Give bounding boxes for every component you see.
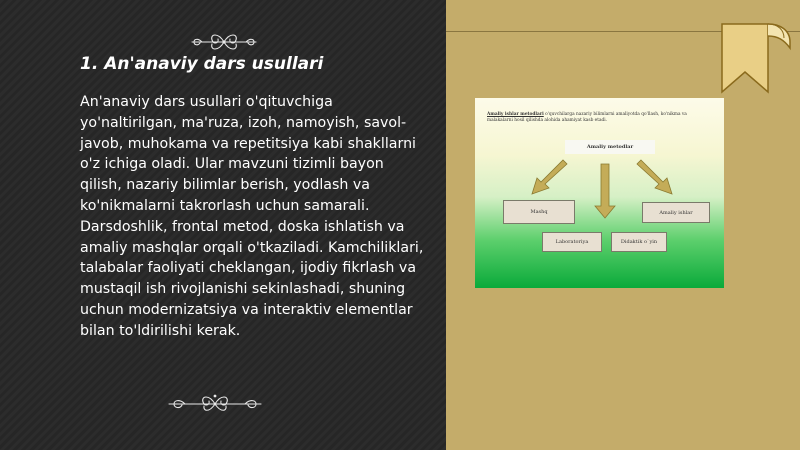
arrow-left (532, 160, 567, 194)
diagram-box-amaliy-ishlar: Amaliy ishlar (642, 202, 710, 223)
flourish-divider-icon (188, 30, 260, 54)
flourish-divider-icon (165, 391, 265, 415)
methods-diagram-image (475, 98, 724, 288)
diagram-root-box: Amaliy metodlar (565, 140, 655, 154)
arrow-right (637, 160, 672, 194)
slide-body-text: An'anaviy dars usullari o'qituvchiga yo'naltirilgan, ma'ruza, izoh, namoyish, savol-javob, muhokama va repetitsiya kabi shakllarni o'z ichiga oladi. Ular mavzuni tizimli bayon qilish, nazariy bilimlar berish, yodlash va ko'nikmalarni takrorlash uchun samarali. Darsdoshlik, frontal metod, doska ishlatish va amaliy mashqlar orqali o'tkaziladi. Kamchiliklari, talabalar faoliyati cheklangan, ijodiy fikrlash va mustaqil ish rivojlanishi sekinlashadi, shuning uchun modernizatsiya va interaktiv elementlar bilan to'ldirilishi kerak. (80, 94, 424, 339)
arrow-center (595, 164, 615, 218)
slide-title: 1. An'anaviy dars usullari (80, 54, 324, 74)
diagram-box-mashq: Mashq (503, 200, 575, 224)
diagram-arrows (475, 98, 724, 288)
bookmark-ribbon-icon (716, 16, 800, 102)
diagram-caption-lead: Amaliy ishlar metodlari (487, 112, 544, 117)
diagram-box-laboratoriya: Laboratoriya (542, 232, 602, 252)
diagram-caption-text: o'quvchilarga nazariy bilimlarni amaliyotda qo'llash, ko'nikma va malakalarni hosil qilishda alohida ahamiyat kasb etadi. (487, 112, 687, 123)
diagram-box-didaktik-oyin: Didaktik o`yin (611, 232, 667, 252)
